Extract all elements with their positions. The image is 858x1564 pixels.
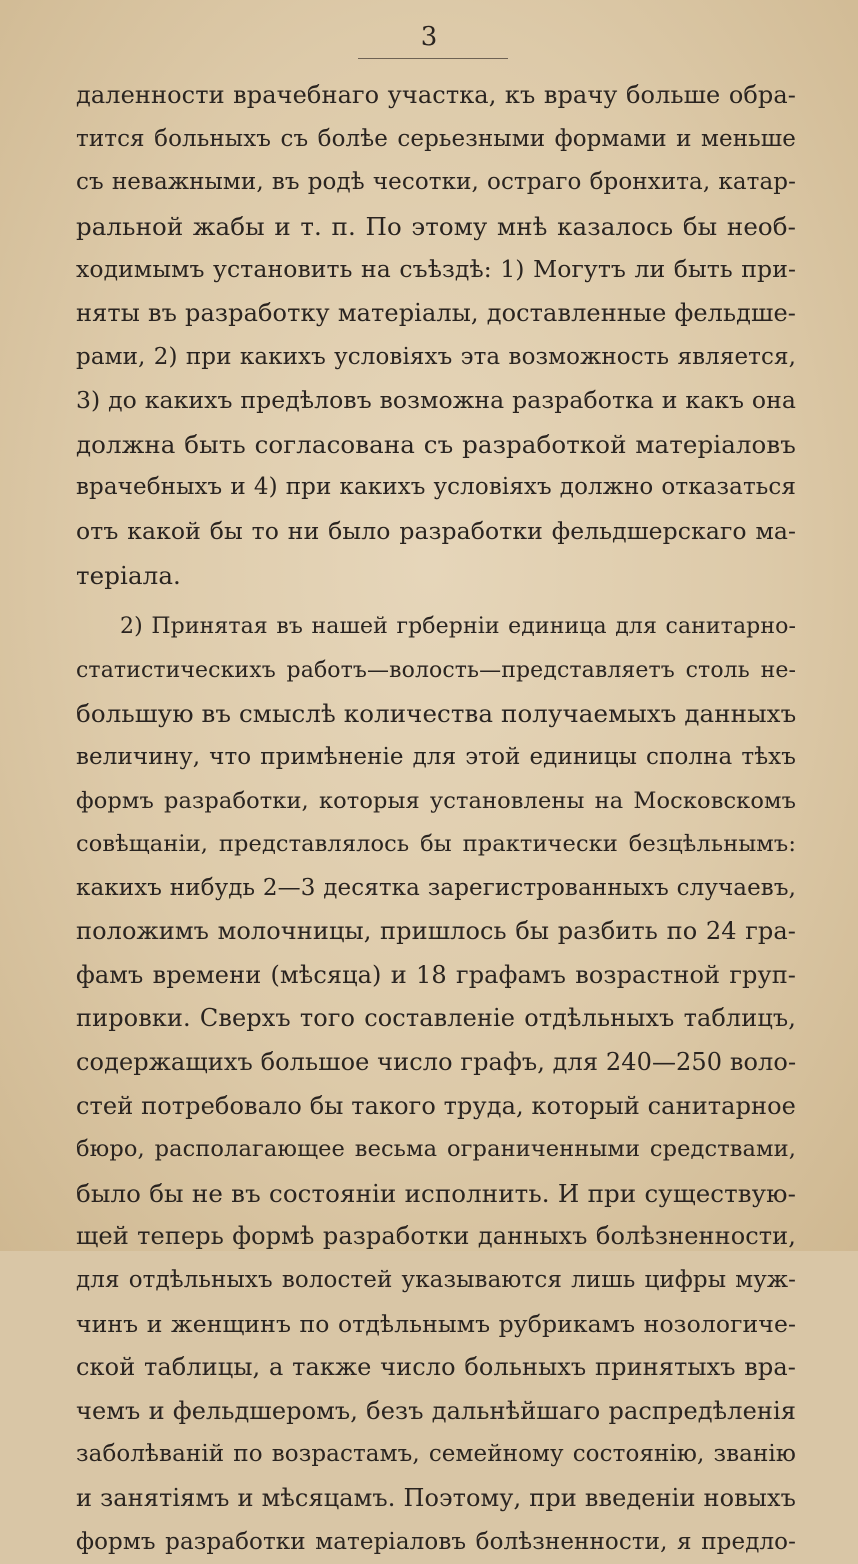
body-text — [76, 74, 796, 1564]
text-line: рами, 2) при какихъ условіяхъ эта возможность является, — [76, 343, 796, 370]
text-line: пировки. Сверхъ того составленіе отдѣльныхъ таблицъ, — [76, 1004, 796, 1033]
text-line: положимъ молочницы, пришлось бы разбить по 24 гра- — [76, 917, 796, 946]
text-line: ской таблицы, а также число больныхъ принятыхъ вра- — [76, 1353, 796, 1382]
text-line: отъ какой бы то ни было разработки фельдшерскаго ма- — [76, 516, 796, 545]
text-line: было бы не въ состояніи исполнить. И при существую- — [76, 1178, 796, 1208]
text-line: даленности врачебнаго участка, къ врачу больше обра- — [76, 81, 796, 109]
text-line: врачебныхъ и 4) при какихъ условіяхъ должно отказаться — [76, 474, 796, 501]
text-line: ходимымъ установить на съѣздѣ: 1) Могутъ ли быть при- — [76, 255, 796, 284]
text-line: должна быть согласована съ разработкой матеріаловъ — [76, 429, 796, 459]
paragraph-gap — [76, 597, 796, 605]
text-line: няты въ разработку матеріалы, доставленные фельдше- — [76, 298, 796, 327]
page-number: 3 — [420, 22, 438, 52]
text-line: чинъ и женщинъ по отдѣльнымъ рубрикамъ нозологиче- — [76, 1309, 796, 1338]
text-line: формъ разработки матеріаловъ болѣзненности, я предло- — [76, 1528, 796, 1555]
text-line: для отдѣльныхъ волостей указываются лишь цифры муж- — [76, 1267, 796, 1294]
text-line: тится больныхъ съ болѣе серьезными формами и меньше — [76, 125, 796, 152]
text-line: стей потребовало бы такого труда, который санитарное — [76, 1091, 796, 1120]
text-line: и занятіямъ и мѣсяцамъ. Поэтому, при введеніи новыхъ — [76, 1484, 796, 1512]
text-line: 2) Принятая въ нашей грберніи единица для санитарно- — [120, 614, 796, 640]
text-line: какихъ нибудь 2—3 десятка зарегистрованныхъ случаевъ, — [76, 874, 796, 901]
text-line: совѣщаніи, представлялось бы практически безцѣльнымъ: — [76, 831, 796, 858]
text-line: величину, что примѣненіе для этой единицы сполна тѣхъ — [76, 743, 796, 770]
text-line: содержащихъ большое число графъ, для 240—250 воло- — [76, 1048, 797, 1077]
text-line: теріала. — [76, 560, 181, 590]
text-line: большую въ смыслѣ количества получаемыхъ данныхъ — [76, 699, 797, 729]
text-line: 3) до какихъ предѣловъ возможна разработка и какъ она — [76, 386, 796, 415]
text-line: бюро, располагающее весьма ограниченными средствами, — [76, 1136, 796, 1163]
text-line: щей теперь формѣ разработки данныхъ болѣзненности, — [76, 1222, 796, 1251]
text-line: ральной жабы и т. п. По этому мнѣ казалось бы необ- — [76, 211, 796, 241]
text-line: чемъ и фельдшеромъ, безъ дальнѣйшаго распредѣленія — [76, 1396, 796, 1425]
text-line: статистическихъ работъ—волость—представляетъ столь не- — [76, 657, 796, 683]
header-rule — [358, 58, 508, 59]
paragraph-2 — [76, 605, 796, 1564]
text-line: фамъ времени (мѣсяца) и 18 графамъ возрастной груп- — [76, 960, 796, 989]
text-line: съ неважными, въ родѣ чесотки, остраго бронхита, катар- — [76, 169, 796, 196]
text-line: заболѣваній по возрастамъ, семейному состоянію, званію — [76, 1441, 796, 1468]
paragraph-1 — [76, 74, 796, 597]
text-line: формъ разработки, которыя установлены на Московскомъ — [76, 787, 796, 814]
